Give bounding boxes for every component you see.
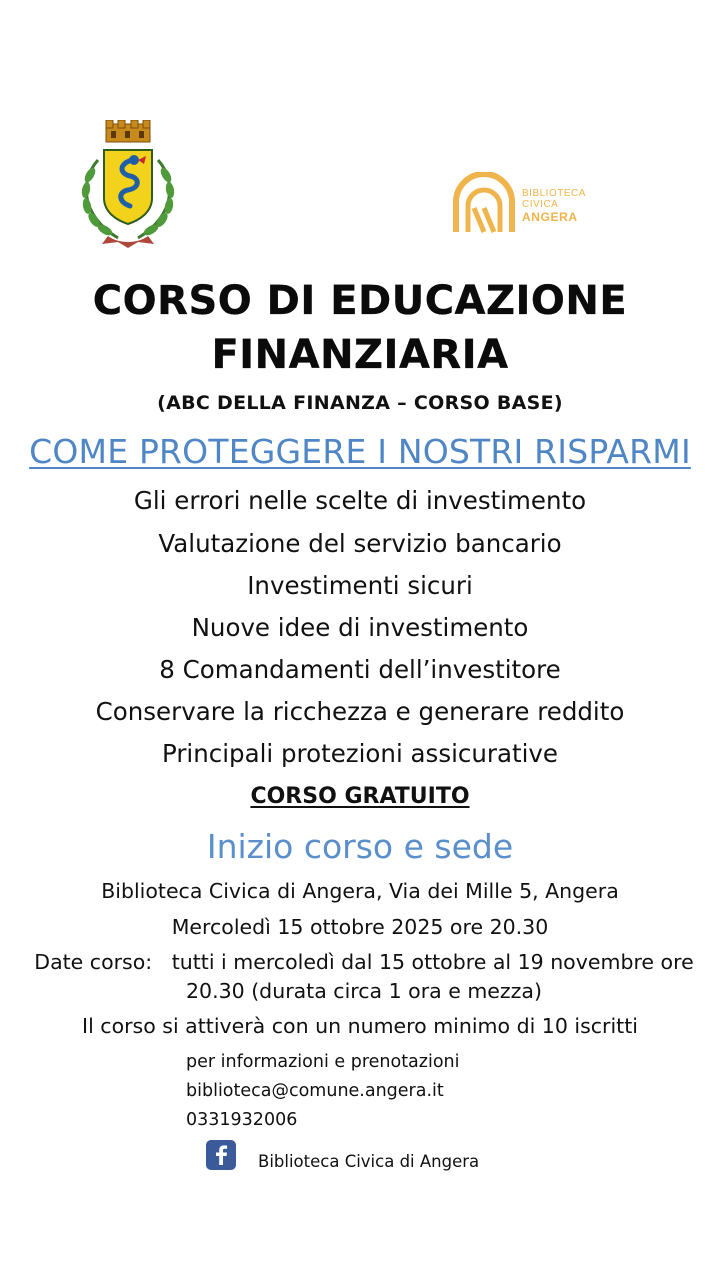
free-course-label: CORSO GRATUITO	[250, 784, 470, 809]
logo-line-2: CIVICA	[522, 199, 559, 210]
library-logo	[452, 172, 592, 236]
logo-line-3: ANGERA	[522, 210, 578, 224]
minimum-participants: Il corso si attiverà con un numero minimo di 10 iscritti	[82, 1014, 638, 1038]
course-dates: Date corso: tutti i mercoledì dal 15 ottobre al 19 novembre ore 20.30 (durata circa 1 ora e mezza)	[34, 950, 701, 1003]
topic-item: Valutazione del servizio bancario	[158, 529, 562, 558]
library-logo-text	[522, 188, 586, 224]
section-title: Inizio corso e sede	[206, 827, 514, 866]
course-location: Biblioteca Civica di Angera, Via dei Mille 5, Angera	[101, 879, 619, 903]
page-subtitle: (ABC DELLA FINANZA – CORSO BASE)	[157, 392, 563, 414]
page-title-line-2: FINANZIARIA	[211, 332, 509, 378]
topic-item: Nuove idee di investimento	[191, 613, 529, 642]
phone-number[interactable]: 0331932006	[186, 1110, 298, 1130]
page-title-line-1: CORSO DI EDUCAZIONE	[92, 278, 628, 324]
facebook-page-link[interactable]: Biblioteca Civica di Angera	[258, 1152, 480, 1171]
topic-item: Conservare la ricchezza e generare reddito	[95, 697, 625, 726]
info-label: per informazioni e prenotazioni	[186, 1052, 460, 1072]
facebook-icon[interactable]	[206, 1140, 236, 1170]
headline: COME PROTEGGERE I NOSTRI RISPARMI	[29, 432, 691, 471]
course-start: Mercoledì 15 ottobre 2025 ore 20.30	[171, 915, 549, 939]
email-link[interactable]: biblioteca@comune.angera.it	[186, 1081, 444, 1101]
logo-line-1: BIBLIOTECA	[522, 188, 586, 199]
topic-item: Principali protezioni assicurative	[162, 739, 558, 768]
topic-item: Investimenti sicuri	[247, 571, 473, 600]
topic-item: 8 Comandamenti dell’investitore	[159, 655, 561, 684]
coat-of-arms-emblem	[78, 120, 178, 250]
topic-item: Gli errori nelle scelte di investimento	[133, 486, 587, 515]
